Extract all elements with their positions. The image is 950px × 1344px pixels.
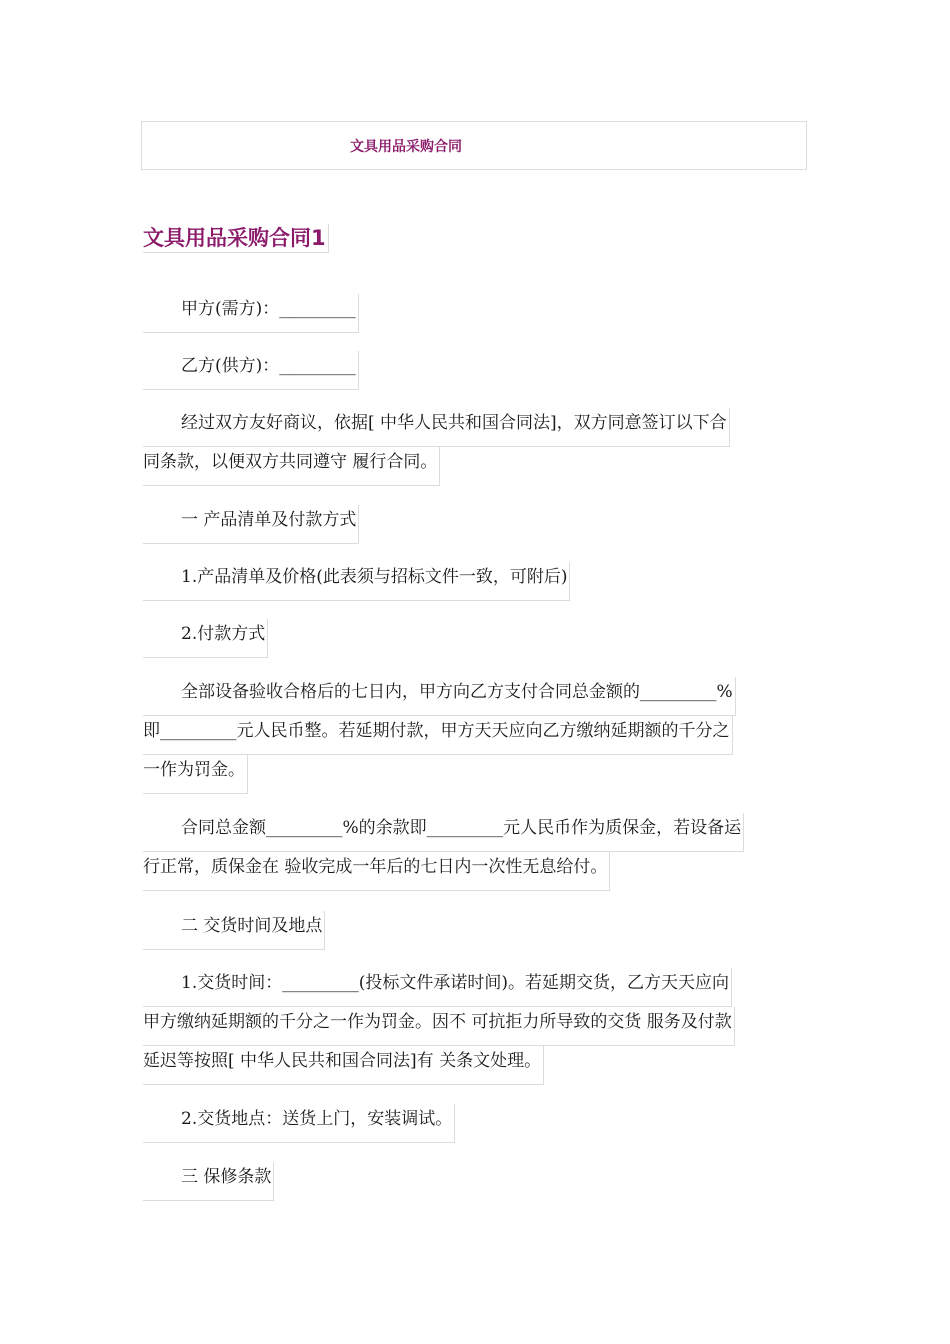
paragraph-party-a bbox=[143, 294, 359, 333]
text-line: 1.产品清单及价格(此表须与招标文件一致，可附后) bbox=[143, 562, 570, 601]
paragraph-preamble bbox=[143, 408, 730, 486]
paragraph-product-list bbox=[143, 562, 570, 601]
text-line: 三 保修条款 bbox=[143, 1162, 274, 1201]
paragraph-delivery-time bbox=[143, 968, 735, 1085]
text-line: 合同总金额_________%的余款即_________元人民币作为质保金，若设备运 bbox=[143, 813, 744, 852]
paragraph-payment-method bbox=[143, 619, 268, 658]
text-line: 延迟等按照[ 中华人民共和国合同法]有 关条文处理。 bbox=[143, 1046, 544, 1085]
text-line: 一作为罚金。 bbox=[143, 755, 248, 794]
text-line: 即_________元人民币整。若延期付款，甲方天天应向乙方缴纳延期额的千分之 bbox=[143, 716, 733, 755]
text-line: 甲方(需方)：_________ bbox=[143, 294, 359, 333]
text-line: 同条款，以便双方共同遵守 履行合同。 bbox=[143, 447, 440, 486]
paragraph-warranty-deposit bbox=[143, 813, 744, 891]
section-heading-2 bbox=[143, 911, 325, 950]
text-line: 1.交货时间：_________(投标文件承诺时间)。若延期交货，乙方天天应向 bbox=[143, 968, 732, 1007]
paragraph-delivery-place bbox=[143, 1104, 455, 1143]
text-line: 乙方(供方)：_________ bbox=[143, 351, 359, 390]
header-title: 文具用品采购合同 bbox=[350, 139, 462, 155]
section-heading-1 bbox=[143, 505, 359, 544]
text-line: 一 产品清单及付款方式 bbox=[143, 505, 359, 544]
text-line: 全部设备验收合格后的七日内，甲方向乙方支付合同总金额的_________% bbox=[143, 677, 736, 716]
page-header bbox=[141, 121, 807, 170]
paragraph-party-b bbox=[143, 351, 359, 390]
document-title: 文具用品采购合同1 bbox=[143, 224, 329, 253]
text-line: 2.付款方式 bbox=[143, 619, 268, 658]
text-line: 2.交货地点：送货上门，安装调试。 bbox=[143, 1104, 455, 1143]
text-line: 甲方缴纳延期额的千分之一作为罚金。因不 可抗拒力所导致的交货 服务及付款 bbox=[143, 1007, 735, 1046]
text-line: 二 交货时间及地点 bbox=[143, 911, 325, 950]
section-heading-3 bbox=[143, 1162, 274, 1201]
paragraph-payment-terms bbox=[143, 677, 736, 794]
text-line: 行正常，质保金在 验收完成一年后的七日内一次性无息给付。 bbox=[143, 852, 610, 891]
text-line: 经过双方友好商议，依据[ 中华人民共和国合同法]，双方同意签订以下合 bbox=[143, 408, 730, 447]
